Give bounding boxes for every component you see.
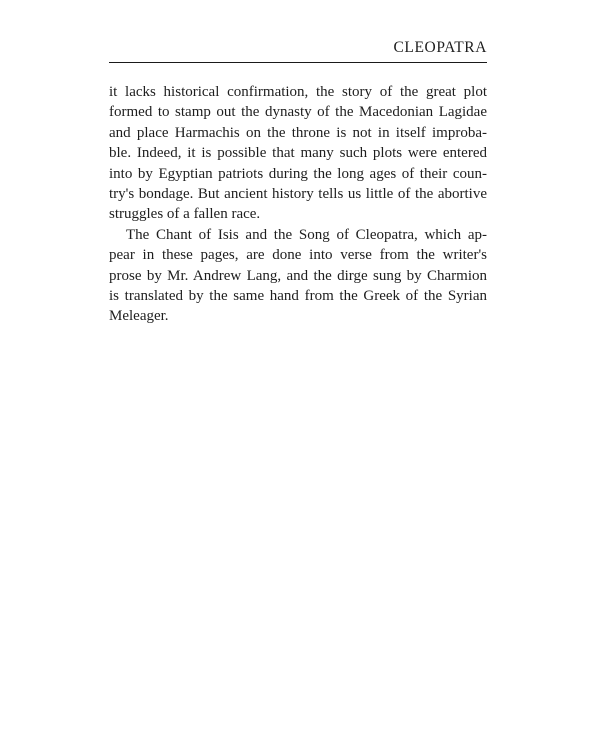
text-line: struggles of a fallen race. xyxy=(109,206,261,223)
text-line: ble. Indeed, it is possible that many such plots were entered xyxy=(109,145,487,162)
text-line: and place Harmachis on the throne is not in itself improba- xyxy=(109,124,487,141)
text-line: is translated by the same hand from the Greek of the Syrian xyxy=(109,287,487,304)
text-line: pear in these pages, are done into verse from the writer's xyxy=(109,247,487,264)
body-text xyxy=(109,82,487,327)
running-header: CLEOPATRA xyxy=(109,38,487,63)
paragraph xyxy=(109,225,487,327)
text-line: The Chant of Isis and the Song of Cleopatra, which ap- xyxy=(126,226,487,243)
text-line: Meleager. xyxy=(109,308,169,325)
paragraph xyxy=(109,82,487,225)
text-line: formed to stamp out the dynasty of the Macedonian Lagidae xyxy=(109,104,487,121)
text-line: it lacks historical confirmation, the story of the great plot xyxy=(109,84,487,100)
text-line: try's bondage. But ancient history tells us little of the abortive xyxy=(109,185,487,202)
text-line: prose by Mr. Andrew Lang, and the dirge sung by Charmion xyxy=(109,267,487,284)
text-line: into by Egyptian patriots during the long ages of their coun- xyxy=(109,165,487,182)
